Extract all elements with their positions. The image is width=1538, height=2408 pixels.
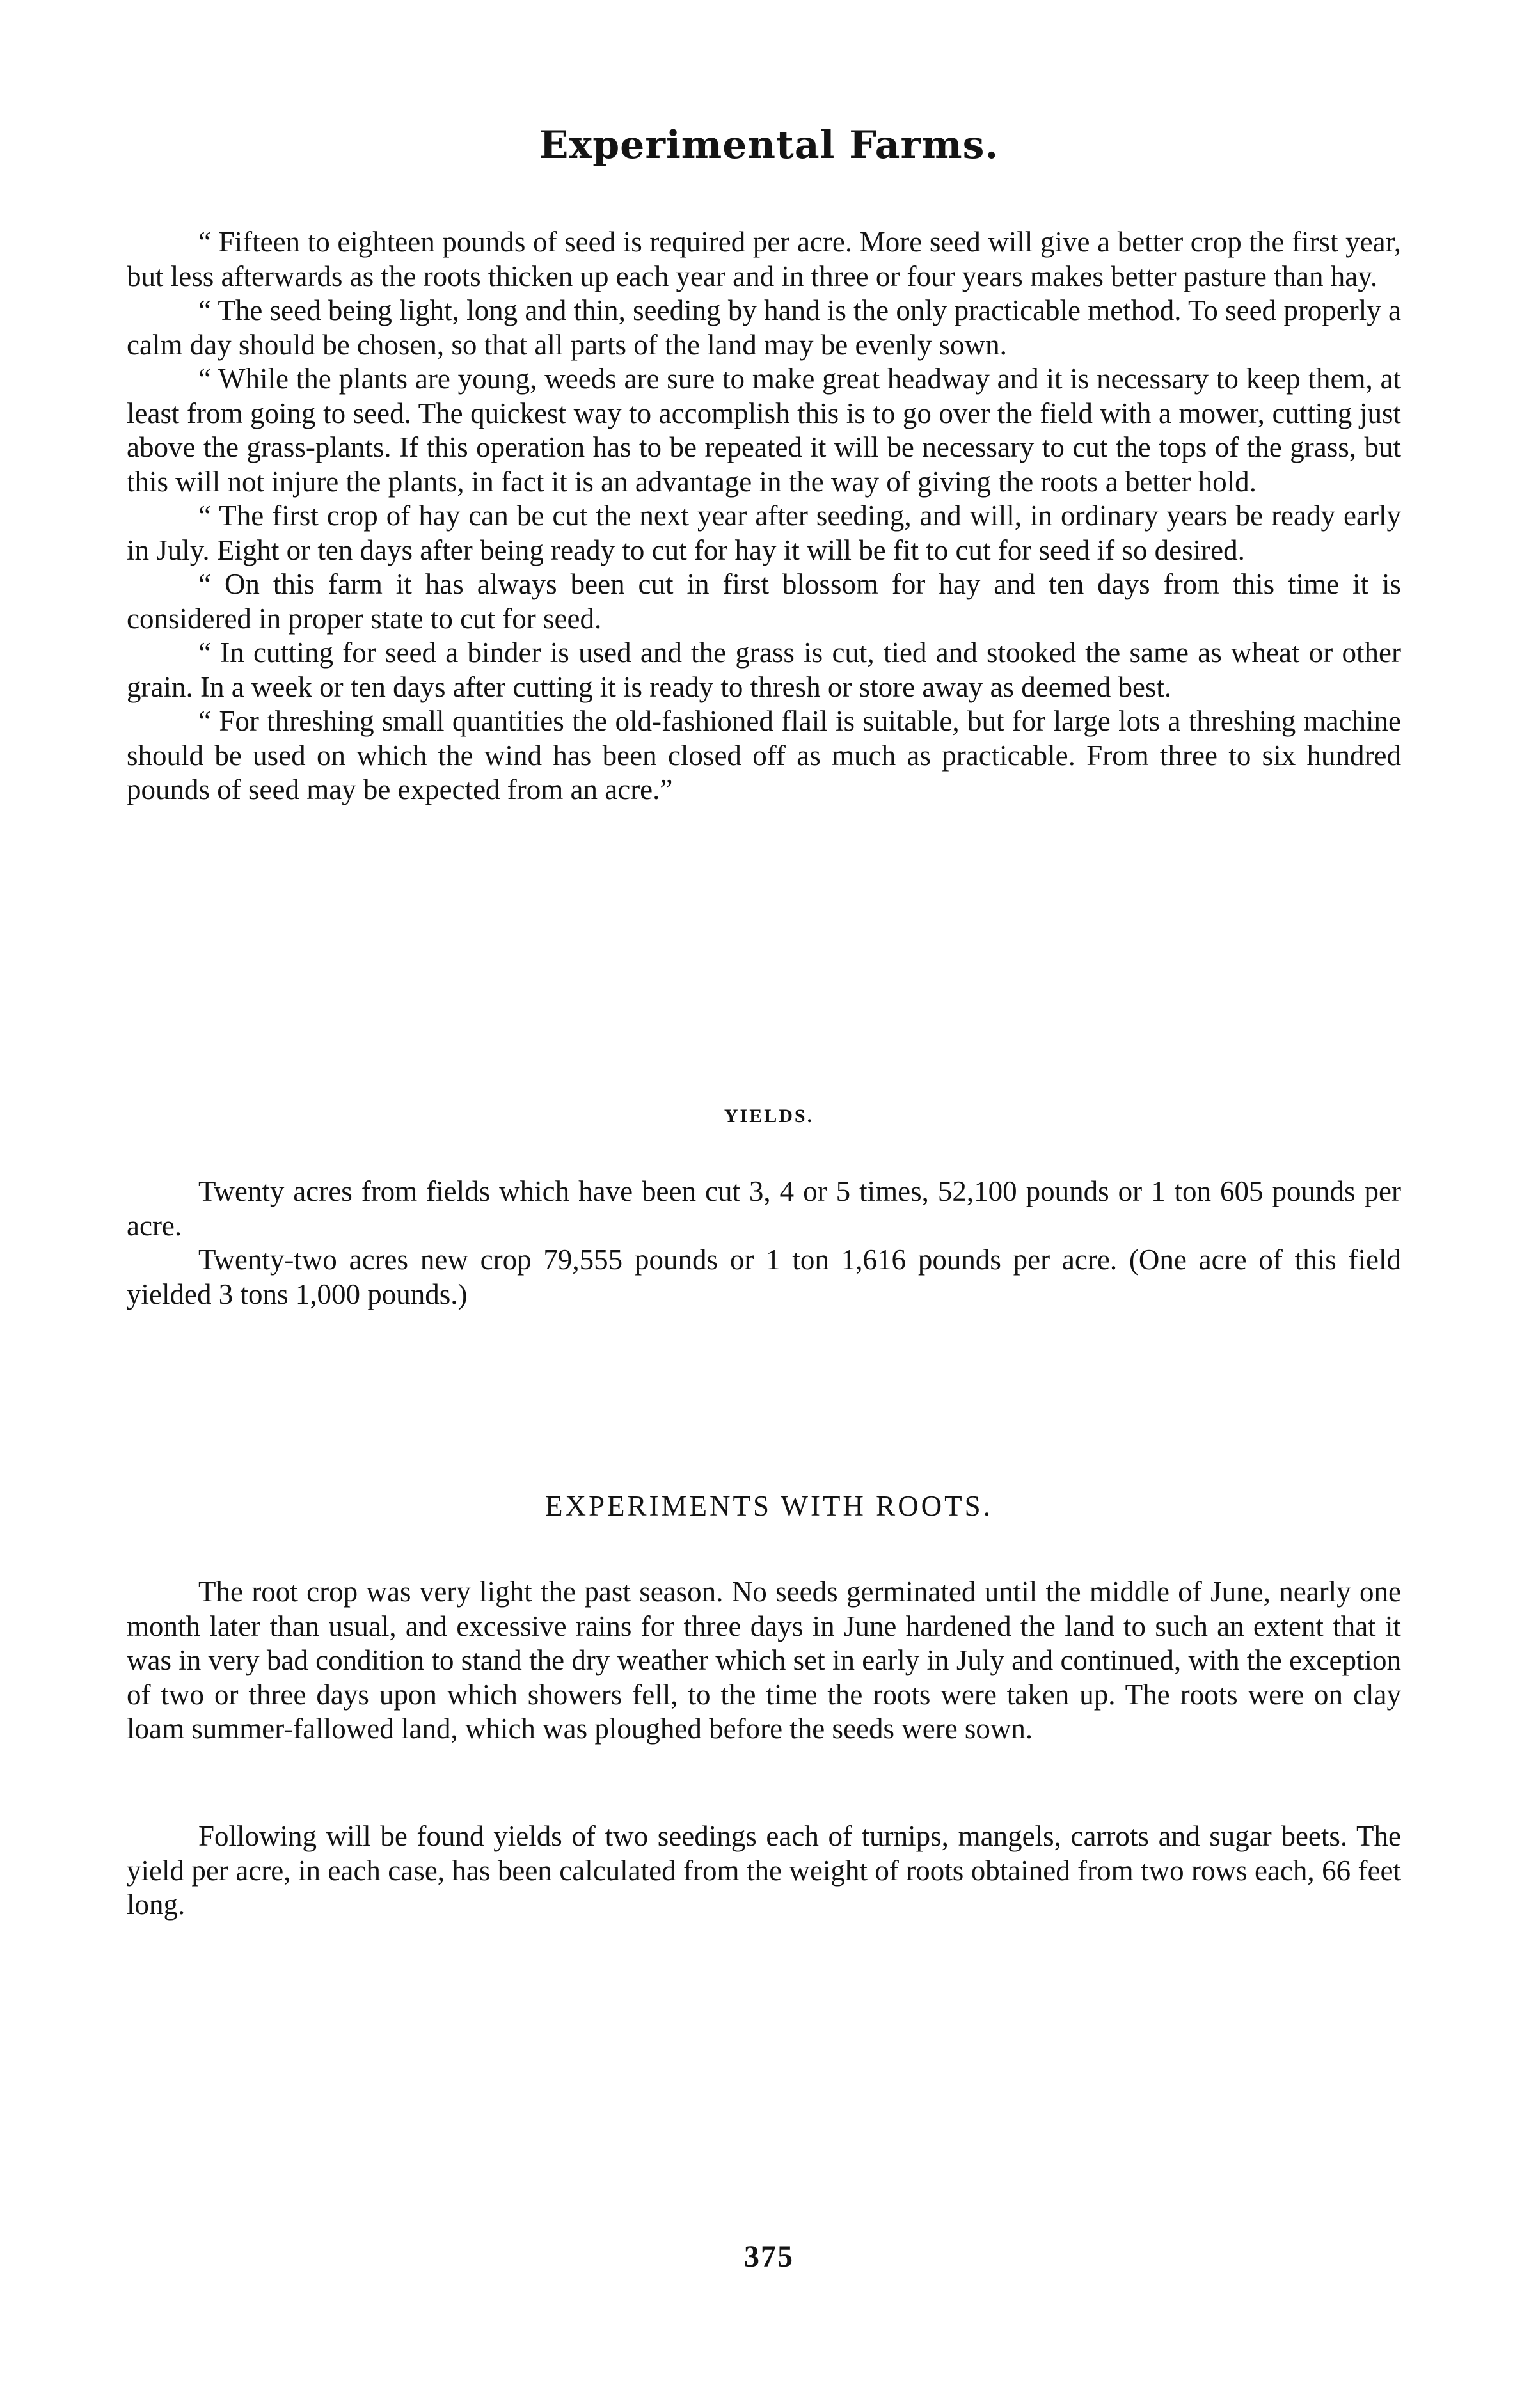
page-number: 375 — [744, 2240, 794, 2274]
running-title: Experimental Farms. — [539, 123, 999, 168]
paragraph: Twenty acres from fields which have been cut 3, 4 or 5 times, 52,100 pounds or 1 ton 605 pounds per acre. — [127, 1175, 1401, 1242]
paragraph: “ On this farm it has always been cut in first blossom for hay and ten days from this time it is considered in proper state to cut for seed. — [127, 568, 1401, 635]
quoted-text-block — [127, 225, 1401, 807]
paragraph: “ The seed being light, long and thin, seeding by hand is the only practicable method. To seed properly a calm day should be chosen, so that all parts of the land may be evenly sown. — [127, 294, 1401, 361]
paragraph: Following will be found yields of two seedings each of turnips, mangels, carrots and sugar beets. The yield per acre, in each case, has been calculated from the weight of roots obtained from two rows each, 66 feet long. — [127, 1820, 1401, 1921]
paragraph: The root crop was very light the past season. No seeds germinated until the middle of June, nearly one month later than usual, and excessive rains for three days in June hardened the land to such an extent that it was in very bad condition to stand the dry weather which set in early in July and continued, with the exception of two or three days upon which showers fell, to the time the roots were taken up. The roots were on clay loam summer-fallowed land, which was ploughed before the seeds were sown. — [127, 1576, 1401, 1745]
roots-section-heading: EXPERIMENTS WITH ROOTS. — [545, 1490, 993, 1522]
paragraph: Twenty-two acres new crop 79,555 pounds or 1 ton 1,616 pounds per acre. (One acre of this field yielded 3 tons 1,000 pounds.) — [127, 1244, 1401, 1310]
paragraph: “ Fifteen to eighteen pounds of seed is required per acre. More seed will give a better crop the first year, but less afterwards as the roots thicken up each year and in three or four years makes better pasture than hay. — [127, 226, 1401, 292]
paragraph: “ While the plants are young, weeds are sure to make great headway and it is necessary to keep them, at least from going to seed. The quickest way to accomplish this is to go over the field with a mower, cutting just above the grass-plants. If this operation has to be repeated it will be necessary to cut the tops of the grass, but this will not injure the plants, in fact it is an advantage in the way of giving the roots a better hold. — [127, 363, 1401, 498]
yields-text-block — [127, 1175, 1401, 1311]
roots-text-block — [127, 1819, 1401, 1922]
paragraph: “ The first crop of hay can be cut the next year after seeding, and will, in ordinary years be ready early in July. Eight or ten days after being ready to cut for hay it will be fit to cut for seed if so desired. — [127, 500, 1401, 566]
paragraph: “ For threshing small quantities the old-fashioned flail is suitable, but for large lots a threshing machine should be used on which the wind has been closed off as much as practicable. From three to six hundred pounds of seed may be expected from an acre.” — [127, 705, 1401, 805]
paragraph: “ In cutting for seed a binder is used and the grass is cut, tied and stooked the same as wheat or other grain. In a week or ten days after cutting it is ready to thresh or store away as deemed best. — [127, 637, 1401, 703]
yields-heading: YIELDS. — [724, 1105, 814, 1127]
roots-text-block — [127, 1575, 1401, 1747]
